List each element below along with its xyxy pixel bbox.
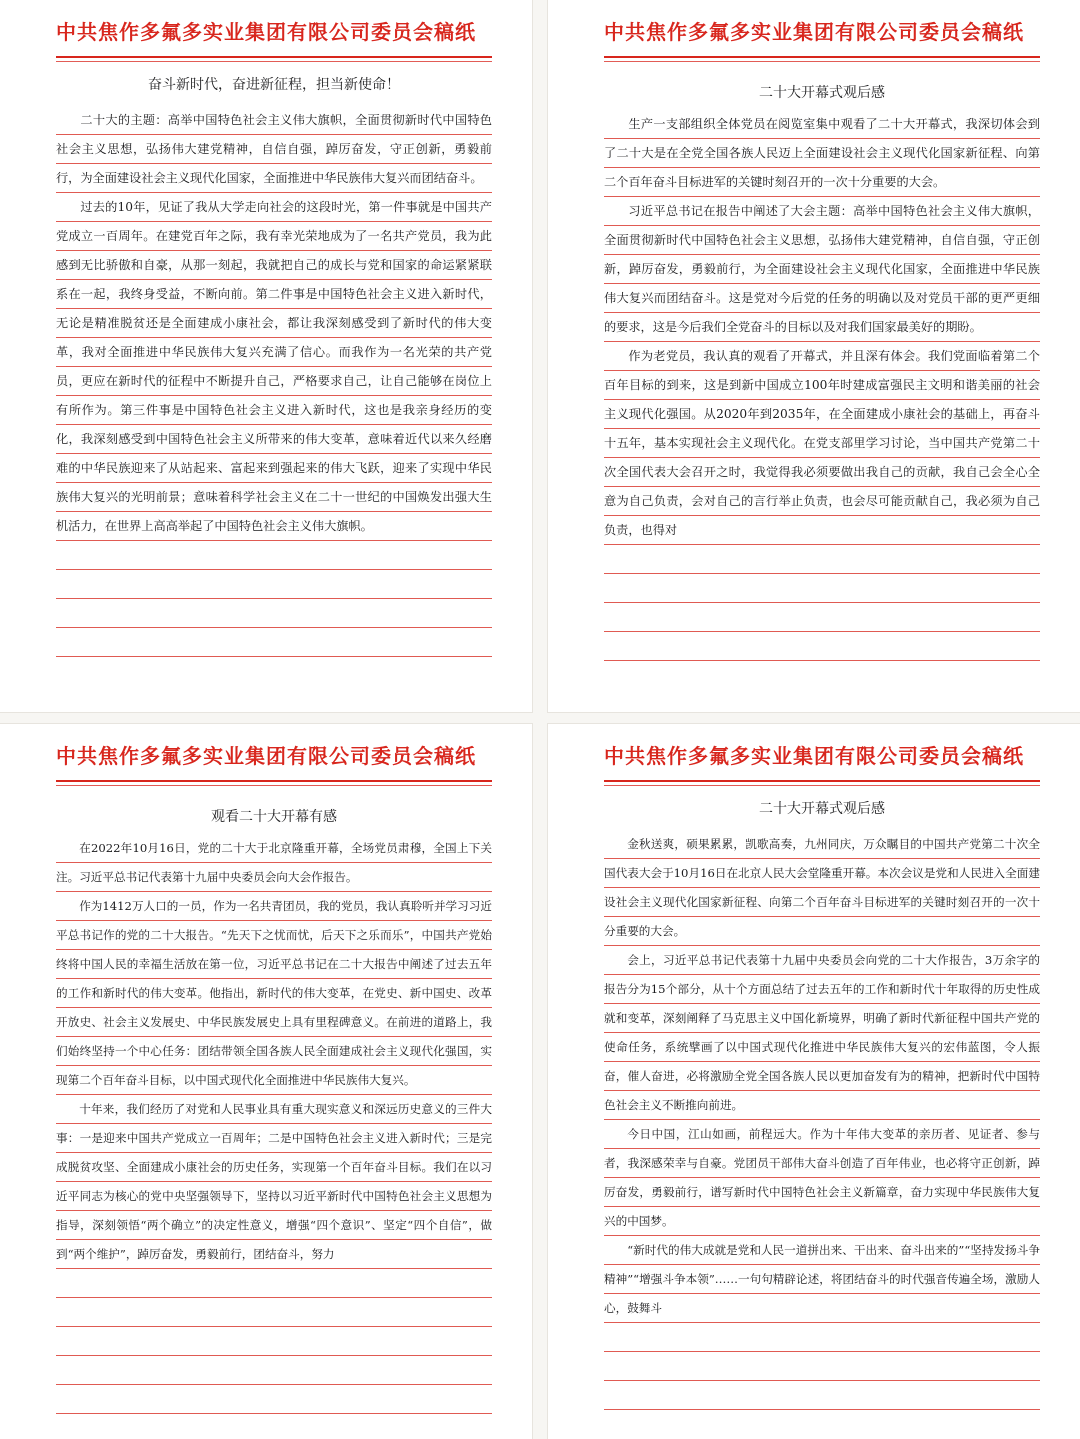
manuscript-sheet-2 <box>548 0 1080 712</box>
essay-paragraph: 过去的10年，见证了我从大学走向社会的这段时光，第一件事就是中国共产党成立一百周年。在建党百年之际，我有幸光荣地成为了一名共产党员，我为此感到无比骄傲和自豪，从那一刻起，我就把自己的成长与党和国家的命运紧紧联系在一起，我终身受益，不断向前。第二件事是中国特色社会主义进入新时代，无论是精准脱贫还是全面建成小康社会，都让我深刻感受到了新时代的伟大变革，我对全面推进中华民族伟大复兴充满了信心。而我作为一名光荣的共产党员，更应在新时代的征程中不断提升自己，严格要求自己，让自己能够在岗位上有所作为。第三件事是中国特色社会主义进入新时代，这也是我亲身经历的变化，我深刻感受到中国特色社会主义所带来的伟大变革，意味着近代以来久经磨难的中华民族迎来了从站起来、富起来到强起来的伟大飞跃，迎来了实现中华民族伟大复兴的光明前景；意味着科学社会主义在二十一世纪的中国焕发出强大生机活力，在世界上高高举起了中国特色社会主义伟大旗帜。 <box>56 200 492 533</box>
essay-body <box>604 110 1040 670</box>
essay-paragraph: “新时代的伟大成就是党和人民一道拼出来、干出来、奋斗出来的”“坚持发扬斗争精神”“增强斗争本领”……一句句精辟论述，将团结奋斗的时代强音传遍全场，激励人心，鼓舞斗 <box>604 1243 1040 1315</box>
essay-body <box>604 830 1040 1410</box>
essay-paragraph: 二十大的主题：高举中国特色社会主义伟大旗帜，全面贯彻新时代中国特色社会主义思想，弘扬伟大建党精神，自信自强，踔厉奋发，守正创新，勇毅前行，为全面建设社会主义现代化国家，全面推进中华民族伟大复兴而团结奋斗。 <box>56 113 492 185</box>
essay-body <box>56 834 492 1414</box>
letterhead-rule-thin <box>604 785 1040 786</box>
letterhead-rule-thin <box>56 61 492 62</box>
essay-paragraph: 今日中国，江山如画，前程远大。作为十年伟大变革的亲历者、见证者、参与者，我深感荣幸与自豪。党团员干部伟大奋斗创造了百年伟业，也必将守正创新，踔厉奋发，勇毅前行，谱写新时代中国特色社会主义新篇章，奋力实现中华民族伟大复兴的中国梦。 <box>604 1127 1040 1228</box>
manuscript-sheet-1 <box>0 0 532 712</box>
essay-title: 奋斗新时代，奋进新征程，担当新使命！ <box>148 77 400 93</box>
manuscript-sheet-3 <box>0 724 532 1439</box>
essay-title: 观看二十大开幕有感 <box>211 809 337 825</box>
essay-title: 二十大开幕式观后感 <box>759 801 885 817</box>
letterhead-rule <box>604 780 1040 782</box>
letterhead: 中共焦作多氟多实业集团有限公司委员会稿纸 <box>604 744 1024 768</box>
letterhead: 中共焦作多氟多实业集团有限公司委员会稿纸 <box>56 744 476 768</box>
essay-paragraph: 生产一支部组织全体党员在阅览室集中观看了二十大开幕式，我深切体会到了二十大是在全党全国各族人民迈上全面建设社会主义现代化国家新征程、向第二个百年奋斗目标进军的关键时刻召开的一次十分重要的大会。 <box>604 117 1040 189</box>
letterhead-rule-thin <box>604 61 1040 62</box>
essay-paragraph: 十年来，我们经历了对党和人民事业具有重大现实意义和深远历史意义的三件大事：一是迎来中国共产党成立一百周年；二是中国特色社会主义进入新时代；三是完成脱贫攻坚、全面建成小康社会的历史任务，实现第一个百年奋斗目标。我们在以习近平同志为核心的党中央坚强领导下，坚持以习近平新时代中国特色社会主义思想为指导，深刻领悟“两个确立”的决定性意义，增强“四个意识”、坚定“四个自信”，做到“两个维护”，踔厉奋发，勇毅前行，团结奋斗，努力 <box>56 1102 492 1261</box>
essay-paragraph: 会上，习近平总书记代表第十九届中央委员会向党的二十大作报告，3万余字的报告分为15个部分，从十个方面总结了过去五年的工作和新时代十年取得的历史性成就和变革，深刻阐释了马克思主义中国化新境界，明确了新时代新征程中国共产党的使命任务，系统擘画了以中国式现代化推进中华民族伟大复兴的宏伟蓝图，令人振奋，催人奋进，必将激励全党全国各族人民以更加奋发有为的精神，把新时代中国特色社会主义不断推向前进。 <box>604 953 1040 1112</box>
essay-paragraph: 作为1412万人口的一员，作为一名共青团员，我的党员，我认真聆听并学习习近平总书记作的党的二十大报告。“先天下之忧而忧，后天下之乐而乐”，中国共产党始终将中国人民的幸福生活放在第一位，习近平总书记在二十大报告中阐述了过去五年的工作和新时代的伟大变革。他指出，新时代的伟大变革，在党史、新中国史、改革开放史、社会主义发展史、中华民族发展史上具有里程碑意义。在前进的道路上，我们始终坚持一个中心任务：团结带领全国各族人民全面建成社会主义现代化强国，实现第二个百年奋斗目标，以中国式现代化全面推进中华民族伟大复兴。 <box>56 899 492 1087</box>
letterhead-rule-thin <box>56 785 492 786</box>
essay-paragraph: 习近平总书记在报告中阐述了大会主题：高举中国特色社会主义伟大旗帜，全面贯彻新时代中国特色社会主义思想，弘扬伟大建党精神，自信自强，守正创新，踔厉奋发，勇毅前行，为全面建设社会主义现代化国家，全面推进中华民族伟大复兴而团结奋斗。这是党对今后党的任务的明确以及对党员干部的更严更细的要求，这是今后我们全党奋斗的目标以及对我们国家最美好的期盼。 <box>604 204 1040 334</box>
essay-paragraph: 作为老党员，我认真的观看了开幕式，并且深有体会。我们党面临着第二个百年目标的到来，这是到新中国成立100年时建成富强民主文明和谐美丽的社会主义现代化强国。从2020年到2035年，在全面建成小康社会的基础上，再奋斗十五年，基本实现社会主义现代化。在党支部里学习讨论，当中国共产党第二十次全国代表大会召开之时，我觉得我必须要做出我自己的贡献，我自己会全心全意为自己负责，会对自己的言行举止负责，也会尽可能贡献自己，我必须为自己负责，也得对 <box>604 349 1040 537</box>
letterhead-rule <box>56 780 492 782</box>
essay-title: 二十大开幕式观后感 <box>759 85 885 101</box>
manuscript-sheet-4 <box>548 724 1080 1439</box>
letterhead: 中共焦作多氟多实业集团有限公司委员会稿纸 <box>604 20 1024 44</box>
essay-body <box>56 106 492 666</box>
essay-paragraph: 在2022年10月16日，党的二十大于北京隆重开幕，全场党员肃穆，全国上下关注。习近平总书记代表第十九届中央委员会向大会作报告。 <box>56 841 492 884</box>
letterhead-rule <box>56 56 492 58</box>
letterhead-rule <box>604 56 1040 58</box>
letterhead: 中共焦作多氟多实业集团有限公司委员会稿纸 <box>56 20 476 44</box>
essay-paragraph: 金秋送爽，硕果累累，凯歌高奏，九州同庆，万众瞩目的中国共产党第二十次全国代表大会于10月16日在北京人民大会堂隆重开幕。本次会议是党和人民进入全面建设社会主义现代化国家新征程、向第二个百年奋斗目标进军的关键时刻召开的一次十分重要的大会。 <box>604 837 1040 938</box>
